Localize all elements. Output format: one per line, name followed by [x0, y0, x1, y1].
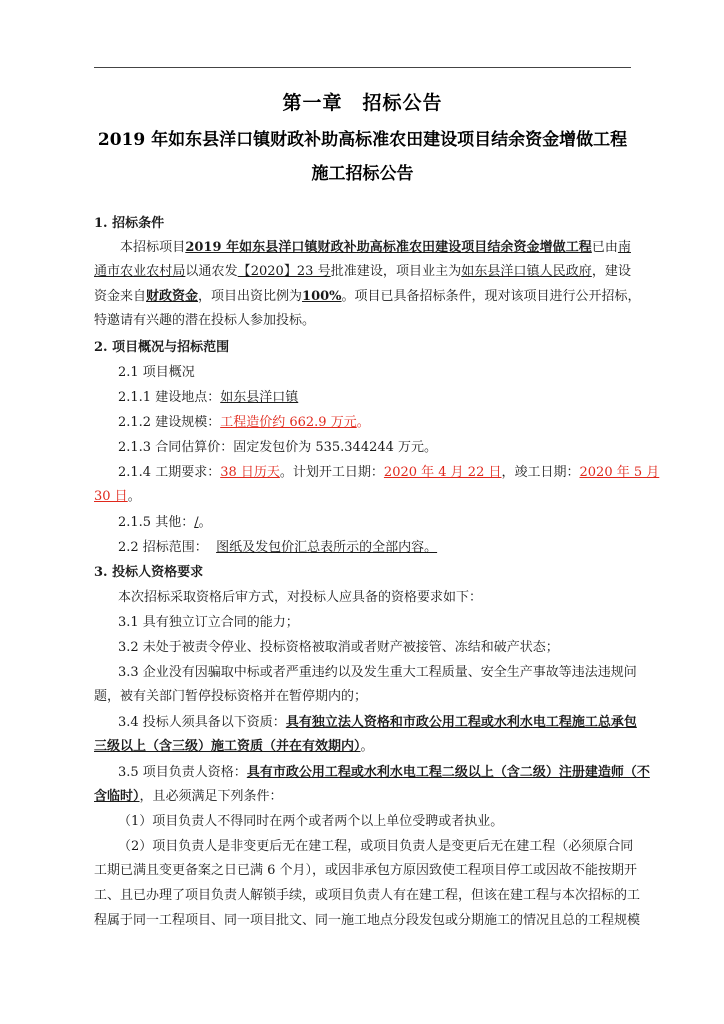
manager-qualification: 具有市政公用工程或水利水电工程二级以上（含二级）注册建造师（不	[246, 765, 650, 780]
text: 。	[356, 415, 370, 430]
sec2-item-2-1-1	[94, 389, 631, 407]
text: 以通农发	[185, 264, 238, 279]
sec3-condition-2-cont-2: 工、且已办理了项目负责人解锁手续，或项目负责人有在建工程，但该在建工程与本次招标的工	[94, 888, 641, 903]
sec1-line-3	[94, 288, 641, 306]
text: 。	[360, 739, 374, 754]
text: 。	[198, 515, 212, 530]
label: 2.1.5 其他：	[118, 515, 195, 530]
sec2-item-2-2	[94, 539, 631, 557]
start-date: 2020 年 4 月 22 日	[383, 465, 502, 480]
doc-number: 【2020】23 号	[237, 264, 331, 279]
duration: 38 日历天	[220, 465, 280, 480]
qualification-cont: 三级以上（含三级）施工资质（并在有效期内）	[94, 739, 361, 754]
text: ，建设	[591, 264, 631, 279]
text: ，竣工日期：	[501, 465, 580, 480]
label: 2.1.1 建设地点：	[118, 390, 221, 405]
project-scale: 工程造价约 662.9 万元	[220, 415, 357, 430]
sec3-intro: 本次招标采取资格后审方式，对投标人应具备的资格要求如下：	[118, 590, 483, 605]
text: 已由	[591, 240, 618, 255]
sec2-item-2-1: 2.1 项目概况	[118, 365, 195, 380]
other-value: /	[194, 515, 199, 530]
sec2-item-2-1-5	[94, 514, 631, 532]
project-subtitle: 施工招标公告	[311, 164, 414, 184]
sec3-condition-2: （2）项目负责人是非变更后无在建工程，或项目负责人是变更后无在建工程（必须原合同	[118, 839, 634, 854]
site-location: 如东县洋口镇	[220, 390, 299, 405]
approver: 南	[617, 240, 631, 255]
project-title: 2019 年如东县洋口镇财政补助高标准农田建设项目结余资金增做工程	[97, 130, 628, 150]
sec3-req-3-5-cont	[94, 788, 631, 806]
sec2-item-2-1-2	[94, 414, 631, 432]
text: 批准建设，项目业主为	[330, 264, 462, 279]
bid-scope: 图纸及发包价汇总表所示的全部内容。	[216, 540, 438, 555]
sec3-req-3-4	[94, 714, 637, 732]
text: 。计划开工日期：	[279, 465, 384, 480]
manager-qualification-cont: 含临时）	[94, 789, 140, 804]
sec3-condition-1: （1）项目负责人不得同时在两个或者两个以上单位受聘或者执业。	[118, 814, 504, 829]
project-name: 2019 年如东县洋口镇财政补助高标准农田建设项目结余资金增做工程	[185, 240, 592, 255]
text: 。项目已具备招标条件，现对该项目进行公开招标，	[341, 289, 641, 304]
sec3-req-3-3: 3.3 企业没有因骗取中标或者严重违约以及发生重大工程质量、安全生产事故等违法违规问	[118, 665, 637, 680]
sec3-req-3-2: 3.2 未处于被责令停业、投标资格被取消或者财产被接管、冻结和破产状态；	[118, 640, 559, 655]
project-owner: 如东县洋口镇人民政府	[461, 264, 592, 279]
label: 2.2 招标范围：	[118, 540, 208, 555]
sec3-condition-2-cont-1: 工期已满且变更备案之日已满 6 个月），或因非承包方原因致使工程项目停工或因故不能按期开	[94, 863, 638, 878]
label: 2.1.4 工期要求：	[118, 465, 221, 480]
sec3-req-3-3-cont: 题，被有关部门暂停投标资格并在暂停期内的；	[94, 689, 368, 704]
qualification: 具有独立法人资格和市政公用工程或水利水电工程施工总承包	[285, 715, 637, 730]
text: 。	[127, 489, 141, 504]
label: 3.4 投标人须具备以下资质：	[118, 715, 286, 730]
sec3-req-3-4-cont	[94, 738, 631, 756]
label: 3.5 项目负责人资格：	[118, 765, 247, 780]
text: 资金来自	[94, 289, 147, 304]
approver-cont: 通市农业农村局	[94, 264, 186, 279]
sec3-condition-2-cont-3: 程属于同一工程项目、同一项目批文、同一施工地点分段发包或分期施工的情况且总的工程规模	[94, 913, 641, 928]
sec1-line-1	[94, 239, 631, 257]
sec3-req-3-5	[94, 764, 650, 782]
label: 2.1.2 建设规模：	[118, 415, 221, 430]
section-1-heading: 1. 招标条件	[94, 216, 165, 231]
text: ，项目出资比例为	[198, 289, 303, 304]
section-2-heading: 2. 项目概况与招标范围	[94, 340, 230, 355]
fund-ratio: 100%	[302, 289, 342, 304]
end-date-cont: 30 日	[94, 489, 128, 504]
end-date: 2020 年 5 月	[579, 465, 660, 480]
chapter-title: 第一章 招标公告	[282, 92, 443, 114]
sec3-req-3-1: 3.1 具有独立订立合同的能力；	[118, 615, 299, 630]
text: ，且必须满足下列条件：	[139, 789, 283, 804]
section-3-heading: 3. 投标人资格要求	[94, 565, 204, 580]
fund-source: 财政资金	[146, 289, 199, 304]
header-rule	[94, 67, 631, 68]
text: 本招标项目	[120, 240, 186, 255]
sec1-line-2	[94, 263, 631, 281]
sec2-item-2-1-3: 2.1.3 合同估算价：固定发包价为 535.344244 万元。	[118, 440, 438, 455]
sec2-item-2-1-4	[94, 464, 660, 482]
sec1-line-4: 特邀请有兴趣的潜在投标人参加投标。	[94, 313, 316, 328]
sec2-item-2-1-4-cont	[94, 488, 631, 506]
